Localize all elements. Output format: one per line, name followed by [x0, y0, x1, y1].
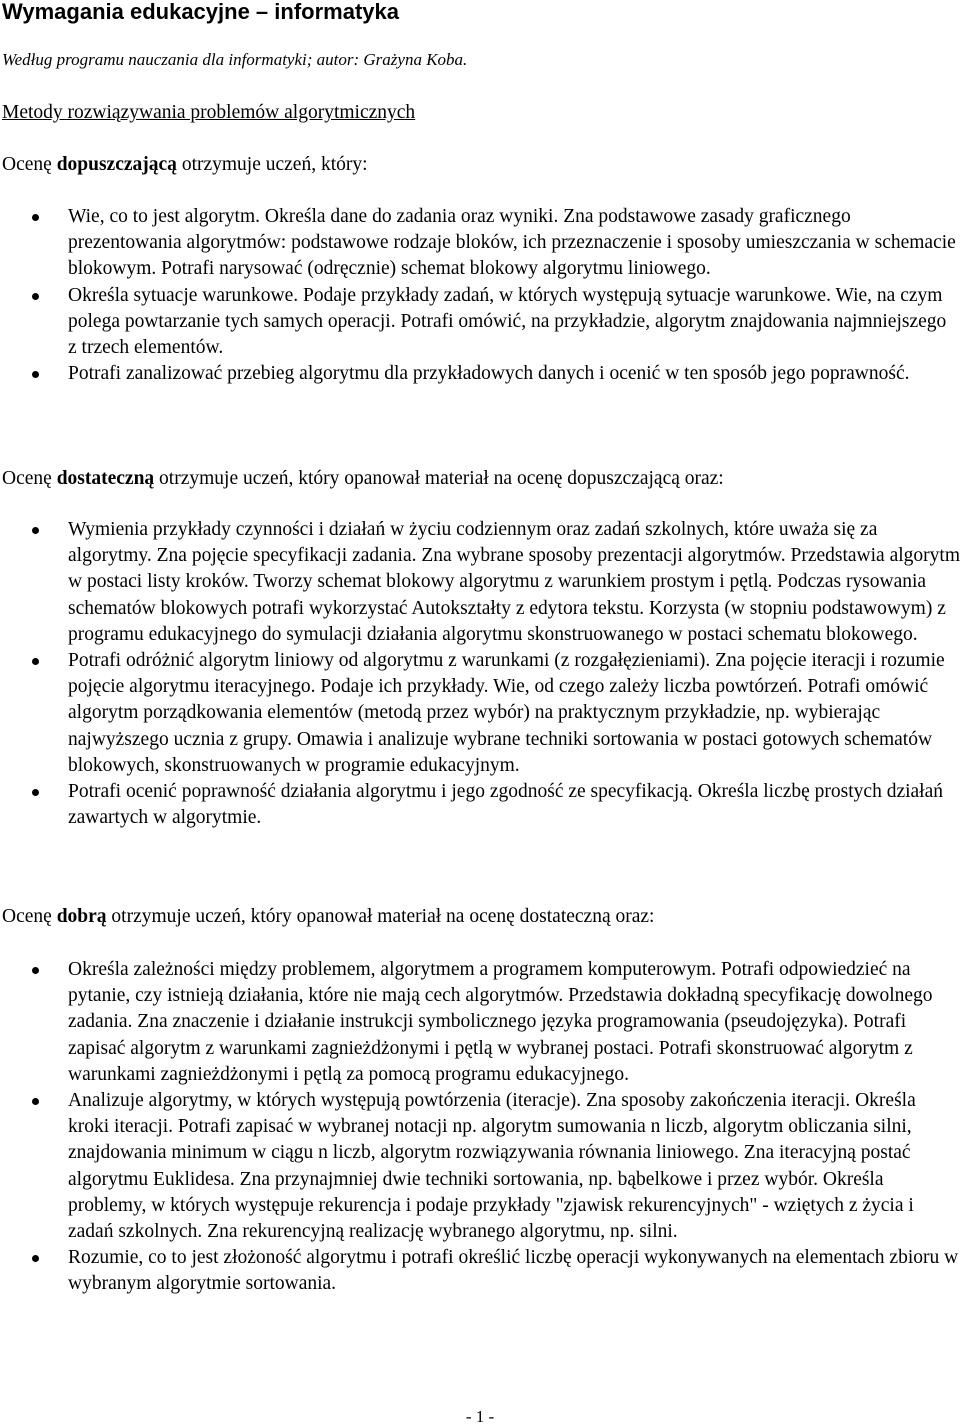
section-heading: Metody rozwiązywania problemów algorytmicznych: [2, 102, 416, 123]
bullet-icon: [32, 214, 39, 221]
bullet-icon: [32, 527, 39, 534]
list-item-text: Rozumie, co to jest złożoność algorytmu i potrafi określić liczbę operacji wykonywanych na elementach zbioru w wybranym algorytmie sortowania.: [68, 1247, 959, 1295]
list-item: [68, 648, 960, 779]
list-item-text: Analizuje algorytmy, w których występują powtórzenia (iteracje). Zna sposoby zakończenia iteracji. Określa kroki iteracji. Potrafi zapisać w wybranej notacji np. algorytm sumowania n liczb, algorytm obliczania silni, znajdowania minimum w ciągu n liczb, algorytm rozwiązywania równania liniowego. Zna iteracyjną postać algorytmu Euklidesa. Zna przynajmniej dwie techniki sortowania, np. bąbelkowe i przez wybór. Określa problemy, w których występuje rekurencja i podaje przykłady "zjawisk rekurencyjnych" - wziętych z życia i zadań szkolnych. Zna rekurencyjną realizację wybranego algorytmu, np. silni.: [68, 1090, 916, 1243]
grade-name: dopuszczającą: [56, 154, 177, 175]
list-item-text: Określa zależności między problemem, algorytmem a programem komputerowym. Potrafi odpowiedzieć na pytanie, czy istnieją działania, które nie mają cech algorytmów. Przedstawia dokładną specyfikację dowolnego zadania. Zna znaczenie i działanie instrukcji symbolicznego języka programowania (pseudojęzyka). Potrafi zapisać algorytm z warunkami zagnieżdżonymi i pętlą w wybranej postaci. Potrafi skonstruować algorytm z warunkami zagnieżdżonymi i pętlą za pomocą programu edukacyjnego.: [68, 959, 933, 1085]
list-item-text: Potrafi odróżnić algorytm liniowy od algorytmu z warunkami (z rozgałęzieniami). Zna pojęcie iteracji i rozumie pojęcie algorytmu iteracyjnego. Podaje ich przykłady. Wie, od czego zależy liczba powtórzeń. Potrafi omówić algorytm porządkowania elementów (metodą przez wybór) na praktycznym przykładzie, np. wybierając najwyższego ucznia z grupy. Omawia i analizuje wybrane techniki sortowania w postaci gotowych schematów blokowych, skonstruowanych w programie edukacyjnym.: [68, 650, 945, 776]
requirements-list-dopuszczajaca: [68, 204, 956, 387]
list-item: [68, 957, 960, 1088]
grade-intro-prefix: Ocenę: [2, 906, 57, 927]
list-item-text: Potrafi zanalizować przebieg algorytmu dla przykładowych danych i ocenić w ten sposób jego poprawność.: [68, 363, 910, 385]
grade-intro-prefix: Ocenę: [2, 154, 57, 175]
grade-name: dobrą: [56, 906, 107, 927]
list-item: [68, 1245, 960, 1297]
grade-intro-dobra: [2, 904, 654, 930]
list-item-text: Potrafi ocenić poprawność działania algorytmu i jego zgodność ze specyfikacją. Określa liczbę prostych działań zawartych w algorytmie.: [68, 781, 943, 829]
list-item: [68, 1088, 960, 1245]
document-title: Wymagania edukacyjne – informatyka: [2, 0, 399, 24]
requirements-list-dobra: [68, 957, 960, 1298]
grade-intro-suffix: otrzymuje uczeń, który opanował materiał na ocenę dopuszczającą oraz:: [154, 468, 724, 489]
bullet-icon: [32, 658, 39, 665]
bullet-icon: [32, 293, 39, 300]
grade-intro-prefix: Ocenę: [2, 468, 57, 489]
list-item: [68, 204, 956, 283]
list-item-text: Określa sytuacje warunkowe. Podaje przykłady zadań, w których występują sytuacje warunkowe. Wie, na czym polega powtarzanie tych samych operacji. Potrafi omówić, na przykładzie, algorytm znajdowania najmniejszego z trzech elementów.: [68, 284, 947, 359]
bullet-icon: [32, 967, 39, 974]
bullet-icon: [32, 371, 39, 378]
list-item: [68, 517, 960, 648]
page-number: - 1 -: [465, 1407, 495, 1426]
list-item: [68, 779, 960, 831]
grade-intro-dopuszczajaca: [2, 152, 368, 178]
grade-intro-suffix: otrzymuje uczeń, który:: [176, 154, 368, 175]
requirements-list-dostateczna: [68, 517, 960, 831]
list-item: [68, 283, 956, 362]
grade-name: dostateczną: [56, 468, 155, 489]
bullet-icon: [32, 1255, 39, 1262]
grade-intro-suffix: otrzymuje uczeń, który opanował materiał na ocenę dostateczną oraz:: [106, 906, 655, 927]
list-item-text: Wymienia przykłady czynności i działań w życiu codziennym oraz zadań szkolnych, które uważa się za algorytmy. Zna pojęcie specyfikacji zadania. Zna wybrane sposoby prezentacji algorytmów. Przedstawia algorytm w postaci listy kroków. Tworzy schemat blokowy algorytmu z warunkiem prostym i pętlą. Podczas rysowania schematów blokowych potrafi wykorzystać Autokształty z edytora tekstu. Korzysta (w stopniu podstawowym) z programu edukacyjnego do symulacji działania algorytmu skonstruowanego w postaci schematu blokowego.: [68, 519, 960, 645]
bullet-icon: [32, 789, 39, 796]
list-item: [68, 361, 956, 387]
document-subtitle: Według programu nauczania dla informatyki; autor: Grażyna Koba.: [2, 50, 468, 69]
bullet-icon: [32, 1098, 39, 1105]
grade-intro-dostateczna: [2, 466, 724, 492]
list-item-text: Wie, co to jest algorytm. Określa dane do zadania oraz wyniki. Zna podstawowe zasady graficznego prezentowania algorytmów: podstawowe rodzaje bloków, ich przeznaczenie i sposoby umieszczania w schemacie blokowym. Potrafi narysować (odręcznie) schemat blokowy algorytmu liniowego.: [68, 206, 956, 280]
